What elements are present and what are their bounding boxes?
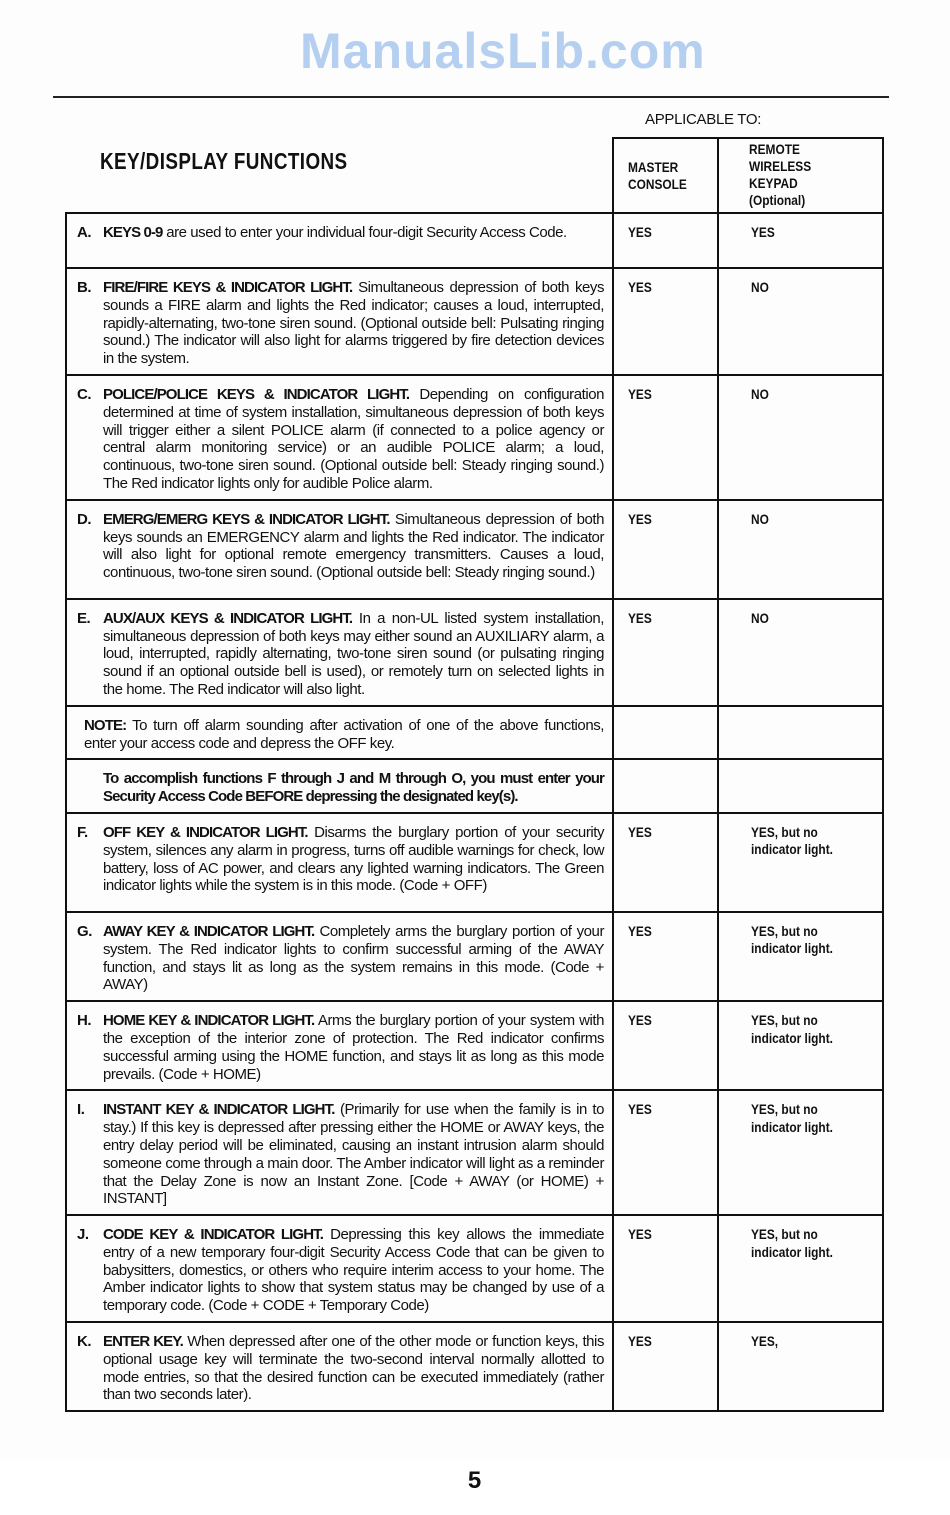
row-letter: G.	[77, 922, 92, 940]
master-console-header	[612, 137, 719, 212]
function-description	[67, 214, 612, 267]
table-row	[65, 1321, 884, 1412]
remote-applicability: YES	[751, 224, 775, 240]
row-letter: C.	[77, 385, 92, 403]
function-description	[67, 707, 612, 759]
page-number: 5	[467, 1467, 482, 1495]
master-applicability: YES	[628, 279, 652, 295]
applicable-to-label: APPLICABLE TO:	[645, 111, 762, 128]
function-description	[67, 760, 612, 812]
page-title: KEY/DISPLAY FUNCTIONS	[100, 148, 348, 174]
key-name: AWAY KEY & INDICATOR LIGHT.	[103, 922, 315, 940]
table-row	[65, 758, 884, 814]
remote-applicability: NO	[751, 385, 769, 402]
master-applicability: YES	[628, 1333, 652, 1350]
remote-keypad-cell	[717, 600, 882, 705]
description-text	[103, 279, 604, 368]
description-text	[103, 1012, 604, 1083]
header-line: WIRELESS	[749, 158, 812, 174]
master-console-cell	[612, 814, 717, 911]
description-body: To turn off alarm sounding after activation of one of the above functions, enter your access code and depress the OFF key.	[84, 716, 604, 752]
functions-table	[65, 212, 884, 1412]
master-applicability: YES	[628, 385, 652, 402]
key-name: KEYS 0-9	[103, 224, 163, 241]
row-letter: H.	[77, 1012, 92, 1030]
row-letter: D.	[77, 510, 92, 528]
top-rule	[53, 96, 889, 98]
table-row	[65, 499, 884, 600]
row-letter: A.	[77, 224, 92, 241]
remote-keypad-cell	[717, 707, 882, 759]
description-text	[103, 1226, 604, 1315]
master-applicability: YES	[628, 510, 652, 527]
master-applicability: YES	[628, 1101, 652, 1118]
description-body: Simultaneous depression of both keys sounds a FIRE alarm and lights the Red indicator; causes a loud, interrupted, rapidly-alternating, two-tone siren sound. (Optional outside bell: Pulsating ringing sound.) The indicator will also light for alarms triggered by fire detection devices in the system.	[103, 279, 604, 368]
row-letter: J.	[77, 1226, 89, 1244]
remote-keypad-cell	[717, 376, 882, 499]
table-row	[65, 1000, 884, 1091]
description-text	[103, 386, 604, 493]
function-description	[67, 913, 612, 1000]
master-applicability: YES	[628, 922, 652, 939]
description-body: (Primarily for use when the family is in to stay.) If this key is depressed after pressing either the HOME or AWAY keys, the entry delay period will be eliminated, causing an instant intrusion alarm should someone come through a main door. The Amber indicator will light as a reminder that the Delay Zone is now an Instant Zone. [Code + AWAY (or HOME) + INSTANT]	[103, 1101, 604, 1208]
master-console-cell	[612, 501, 717, 598]
function-description	[67, 814, 612, 911]
master-console-cell	[612, 1323, 717, 1410]
function-description	[67, 1002, 612, 1089]
remote-applicability: YES, but no indicator light.	[751, 922, 833, 957]
key-name: POLICE/POLICE KEYS & INDICATOR LIGHT.	[103, 385, 410, 403]
remote-applicability: NO	[751, 279, 769, 295]
header-line: REMOTE	[749, 141, 800, 157]
row-letter: I.	[77, 1101, 85, 1119]
description-body: Completely arms the burglary portion of your system. The Red indicator lights to confirm successful arming of the AWAY function, and stays lit as long as the system remains in this mode. (Code + AWAY)	[103, 922, 604, 994]
remote-keypad-cell	[717, 1323, 882, 1410]
master-console-cell	[612, 600, 717, 705]
master-console-cell	[612, 913, 717, 1000]
table-row	[65, 267, 884, 376]
remote-keypad-cell	[717, 814, 882, 911]
key-name: CODE KEY & INDICATOR LIGHT.	[103, 1226, 323, 1244]
master-console-cell	[612, 1216, 717, 1321]
watermark: ManualsLib.com	[300, 23, 706, 79]
row-letter: K.	[77, 1333, 92, 1351]
key-name: ENTER KEY.	[103, 1333, 183, 1351]
remote-applicability: YES, but no indicator light.	[751, 1226, 833, 1260]
function-description	[67, 1323, 612, 1410]
key-name: INSTANT KEY & INDICATOR LIGHT.	[103, 1101, 335, 1119]
remote-applicability: YES,	[751, 1333, 779, 1350]
description-body: Simultaneous depression of both keys sounds an EMERGENCY alarm and lights the Red indicator. The indicator will also light for optional remote emergency transmitters. Causes a loud, continuous, two-tone siren sound. (Optional outside bell: Steady ringing sound.)	[103, 510, 604, 582]
remote-keypad-cell	[717, 214, 882, 267]
key-name: EMERG/EMERG KEYS & INDICATOR LIGHT.	[103, 510, 390, 528]
function-description	[67, 501, 612, 598]
remote-applicability: YES, but no indicator light.	[751, 1101, 833, 1135]
row-letter: E.	[77, 609, 91, 627]
function-description	[67, 1216, 612, 1321]
remote-keypad-cell	[717, 501, 882, 598]
remote-applicability: YES, but no indicator light.	[751, 1012, 833, 1046]
master-applicability: YES	[628, 823, 652, 840]
key-name: NOTE:	[84, 716, 127, 734]
remote-keypad-cell	[717, 1002, 882, 1089]
remote-keypad-header	[717, 137, 884, 212]
master-console-cell	[612, 760, 717, 812]
remote-applicability: NO	[751, 609, 769, 626]
header-line: MASTER	[628, 159, 679, 175]
content-flow	[65, 212, 884, 1515]
function-description	[67, 1091, 612, 1214]
master-applicability: YES	[628, 1012, 652, 1029]
remote-keypad-cell	[717, 269, 882, 374]
table-row	[65, 911, 884, 1002]
table-row	[65, 1089, 884, 1216]
remote-keypad-cell	[717, 913, 882, 1000]
description-body: Arms the burglary portion of your system with the exception of the interior zone of protection. The Red indicator confirms successful arming using the HOME function, and stays lit as long as this mode prevails. (Code + HOME)	[103, 1012, 604, 1083]
description-text	[103, 1101, 604, 1208]
description-body: Depressing this key allows the immediate entry of a new temporary four-digit Security Access Code that can be given to babysitters, domestics, or others who require interim access to your home. The Amber indicator lights to show that system status may be changed by use of a temporary code. (Code + CODE + Temporary Code)	[103, 1226, 604, 1315]
master-console-cell	[612, 707, 717, 759]
remote-applicability: YES, but no indicator light.	[751, 823, 833, 858]
function-description	[67, 600, 612, 705]
description-body: In a non-UL listed system installation, simultaneous depression of both keys may either sound an AUXILIARY alarm, a loud, interrupted, rapidly alternating, two-tone siren sound (or pulsating ringing sound if an optional outside bell is used), or remotely turn on selected lights in the home. The Red indicator will also light.	[103, 609, 604, 698]
table-row	[65, 812, 884, 913]
master-console-cell	[612, 214, 717, 267]
key-name: AUX/AUX KEYS & INDICATOR LIGHT.	[103, 609, 353, 627]
description-body: Depending on configuration determined at time of system installation, simultaneous depression of both keys will trigger either a silent POLICE alarm (if connected to a police agency or central alarm monitoring service) or an audible POLICE alarm; a loud, continuous, two-tone siren sound. (Optional outside bell: Steady ringing sound.) The Red indicator lights only for audible Police alarm.	[103, 385, 604, 492]
remote-keypad-cell	[717, 1091, 882, 1214]
key-name: To accomplish functions F through J and M through O, you must enter your Security Access Code BEFORE depressing the designated key(s).	[103, 770, 604, 806]
key-name: OFF KEY & INDICATOR LIGHT.	[103, 823, 308, 841]
description-text	[103, 770, 604, 806]
description-text	[103, 1333, 604, 1404]
function-description	[67, 269, 612, 374]
function-description	[67, 376, 612, 499]
description-body: When depressed after one of the other mode or function keys, this optional usage key will terminate the two-second interval normally allotted to mode entries, so that the desired function can be executed immediately (rather than two seconds later).	[103, 1333, 604, 1404]
description-text	[84, 717, 604, 753]
header-line: KEYPAD	[749, 175, 798, 191]
header-line: CONSOLE	[628, 176, 687, 192]
description-body: are used to enter your individual four-digit Security Access Code.	[162, 224, 567, 241]
description-text	[103, 610, 604, 699]
description-text	[103, 824, 604, 895]
master-applicability: YES	[628, 609, 652, 626]
key-name: HOME KEY & INDICATOR LIGHT.	[103, 1012, 315, 1030]
remote-keypad-cell	[717, 1216, 882, 1321]
table-row	[65, 374, 884, 501]
description-text	[103, 511, 604, 582]
table-row	[65, 705, 884, 761]
master-console-cell	[612, 269, 717, 374]
master-console-cell	[612, 1091, 717, 1214]
row-letter: B.	[77, 279, 92, 296]
key-name: FIRE/FIRE KEYS & INDICATOR LIGHT.	[103, 279, 353, 296]
description-text	[103, 224, 604, 242]
table-row	[65, 1214, 884, 1323]
remote-applicability: NO	[751, 510, 769, 527]
master-console-cell	[612, 1002, 717, 1089]
table-row	[65, 212, 884, 269]
remote-keypad-cell	[717, 760, 882, 812]
master-applicability: YES	[628, 224, 652, 240]
description-text	[103, 923, 604, 994]
row-letter: F.	[77, 823, 88, 841]
header-line: (Optional)	[749, 192, 806, 208]
description-body: Disarms the burglary portion of your security system, silences any alarm in progress, turns off audible warnings for check, low battery, loss of AC power, and clears any lighted warning indicators. The Green indicator lights while the system is in this mode. (Code + OFF)	[103, 823, 605, 895]
master-applicability: YES	[628, 1226, 652, 1243]
table-row	[65, 598, 884, 707]
master-console-cell	[612, 376, 717, 499]
